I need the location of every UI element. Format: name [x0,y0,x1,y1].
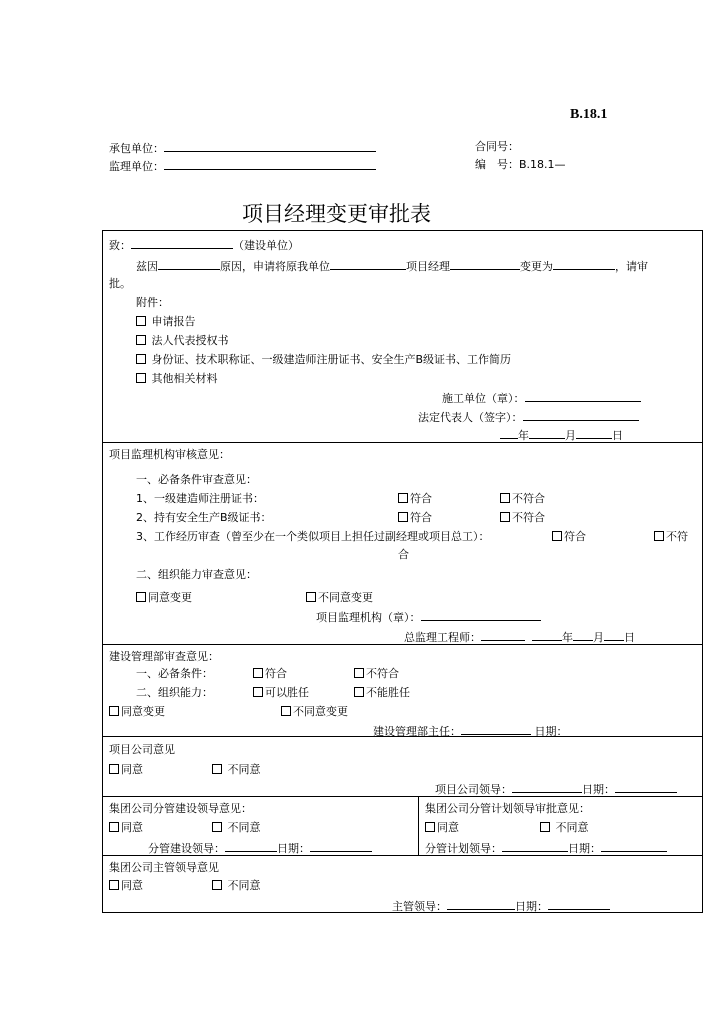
option-label: 同意 [121,821,143,834]
option-label: 符合 [410,492,432,505]
must-conditions-heading: 一、必备条件审查意见： [136,473,257,486]
construction-dept-heading: 建设管理部审查意见： [109,650,219,663]
date-field[interactable] [601,840,667,852]
checkbox-icon[interactable] [136,354,146,364]
reason-text-a: 兹因 [136,260,158,273]
attachment-item[interactable] [136,334,229,348]
option-label: 同意 [437,821,459,834]
option-label: 同意 [121,879,143,892]
cert-item-3-wrap: 合 [398,548,409,561]
option-meets[interactable] [398,492,432,506]
attachments-label: 附件： [136,296,169,309]
group-construction-heading: 集团公司分管建设领导意见： [109,802,252,815]
option-meets[interactable] [552,530,586,544]
original-unit-field[interactable] [330,258,406,270]
to-suffix: （建设单位） [233,239,299,252]
option-label: 可以胜任 [265,686,309,699]
project-leader-row [435,781,677,797]
leader-label: 主管领导： [392,900,447,913]
option-label: 不符合 [512,511,545,524]
addressee-field[interactable] [131,237,233,249]
month-label: 月 [593,631,604,644]
option-agree-change[interactable] [136,591,192,605]
director-row [373,723,568,739]
ability-heading: 二、组织能力审查意见： [136,568,257,581]
table-right-border [702,230,703,912]
contractor-field[interactable] [164,140,376,152]
to-prefix: 致： [109,239,131,252]
option-agree[interactable] [109,879,143,893]
attachment-label: 身份证、技术职称证、一级建造师注册证书、安全生产B级证书、工作简历 [151,353,512,366]
option-disagree[interactable] [212,879,261,893]
reason-continued: 批。 [109,277,131,290]
contract-no-label: 合同号： [475,140,519,153]
reason-row [136,258,648,274]
date-label: 日期： [515,900,548,913]
checkbox-icon[interactable] [540,822,550,832]
option-disagree[interactable] [540,821,589,835]
checkbox-icon[interactable] [109,822,119,832]
option-label: 同意变更 [121,705,165,718]
director-field[interactable] [461,723,531,735]
must-label: 一、必备条件： [136,667,213,680]
org-seal-row [316,609,541,625]
checkbox-icon[interactable] [136,335,146,345]
option-not-meets[interactable] [654,530,688,544]
option-label: 不符合 [512,492,545,505]
supervisor-field[interactable] [164,158,376,170]
cert-item-3: 3、工作经历审查（曾至少在一个类似项目上担任过副经理或项目总工）： [136,530,490,543]
table-top-border [102,230,703,231]
reason-text-c: 项目经理 [406,260,450,273]
reason-field[interactable] [158,258,220,270]
option-agree[interactable] [425,821,459,835]
date-label: 日期： [534,725,568,738]
option-label: 符合 [564,530,586,543]
checkbox-icon[interactable] [136,592,146,602]
attachment-label: 申请报告 [151,315,196,328]
option-label: 同意变更 [148,591,192,604]
date-label: 日期： [568,842,601,855]
day-field[interactable] [604,629,624,641]
month-label: 月 [565,429,576,442]
ability-label: 二、组织能力： [136,686,213,699]
checkbox-icon[interactable] [253,687,263,697]
option-disagree[interactable] [212,763,261,777]
cert-item-2: 2、持有安全生产B级证书： [136,511,272,524]
seal-row [442,390,641,406]
checkbox-icon[interactable] [425,822,435,832]
org-seal-field[interactable] [421,609,541,621]
checkbox-icon[interactable] [136,316,146,326]
option-disagree[interactable] [212,821,261,835]
seal-label: 施工单位（章）： [442,392,525,405]
checkbox-icon[interactable] [398,493,408,503]
checkbox-icon[interactable] [552,531,562,541]
reason-text-e: ，请审 [615,260,648,273]
month-field[interactable] [529,427,565,439]
day-label: 日 [624,631,635,644]
checkbox-icon[interactable] [398,512,408,522]
checkbox-icon[interactable] [354,668,364,678]
contractor-label: 承包单位： [109,142,164,155]
contractor-row [109,140,376,156]
original-manager-field[interactable] [450,258,520,270]
date-field[interactable] [548,898,610,910]
addressee-row [109,237,299,253]
date-label: 日期： [277,842,310,855]
checkbox-icon[interactable] [212,822,222,832]
checkbox-icon[interactable] [500,512,510,522]
leader-field[interactable] [447,898,515,910]
option-disagree-change[interactable] [306,591,373,605]
option-label: 符合 [265,667,287,680]
sec1-date-row [500,427,623,443]
checkbox-icon[interactable] [109,880,119,890]
day-label: 日 [612,429,623,442]
leader-label: 分管计划领导： [425,842,502,855]
option-not-meets[interactable] [354,667,399,681]
checkbox-icon[interactable] [354,687,364,697]
year-label: 年 [562,631,573,644]
reason-text-b: 原因，申请将原我单位 [220,260,330,273]
form-code: B.18.1 [570,107,608,122]
checkbox-icon[interactable] [281,706,291,716]
option-not-meets[interactable] [500,492,545,506]
leader-label: 项目公司领导： [435,783,512,796]
checkbox-icon[interactable] [109,706,119,716]
option-competent[interactable] [253,686,309,700]
page-title: 项目经理变更审批表 [242,202,431,226]
month-field[interactable] [573,629,593,641]
serial-label: 编 号：B.18.1— [475,158,566,171]
director-label: 建设管理部主任： [373,725,461,738]
option-label: 不同意变更 [293,705,348,718]
checkbox-icon[interactable] [109,764,119,774]
supervisor-row [109,158,376,174]
date-field[interactable] [310,840,372,852]
reason-text-d: 变更为 [520,260,553,273]
leader-field[interactable] [502,840,568,852]
leader-field[interactable] [512,781,582,793]
main-leader-row [392,898,610,914]
option-agree[interactable] [109,821,143,835]
option-label: 不符合 [366,667,399,680]
chief-engineer-field[interactable] [481,629,525,641]
checkbox-icon[interactable] [306,592,316,602]
legal-rep-row [418,409,639,425]
cert-item-1: 1、一级建造师注册证书： [136,492,264,505]
planning-leader-row [425,840,667,856]
option-meets[interactable] [398,511,432,525]
table-left-border [102,230,103,912]
option-label: 不同意 [227,879,261,892]
attachment-label: 法人代表授权书 [151,334,229,347]
year-field[interactable] [500,427,518,439]
option-label: 不同意 [555,821,589,834]
option-disagree-change[interactable] [281,705,348,719]
legal-rep-label: 法定代表人（签字）： [418,411,523,424]
option-agree-change[interactable] [109,705,165,719]
leader-field[interactable] [225,840,277,852]
option-not-competent[interactable] [354,686,410,700]
option-label: 不同意变更 [318,591,373,604]
sec5-split-line [418,796,419,855]
option-agree[interactable] [109,763,143,777]
year-label: 年 [518,429,529,442]
leader-label: 分管建设领导： [148,842,225,855]
attachment-item[interactable] [136,353,511,367]
attachment-item[interactable] [136,372,218,386]
option-label: 不同意 [227,821,261,834]
checkbox-icon[interactable] [212,880,222,890]
construction-leader-row [148,840,372,856]
legal-rep-field[interactable] [523,409,639,421]
supervisor-label: 监理单位： [109,160,164,173]
option-label: 不同意 [227,763,261,776]
option-label: 符合 [410,511,432,524]
date-label: 日期： [582,783,615,796]
option-label: 不符 [666,530,688,543]
option-meets[interactable] [253,667,287,681]
checkbox-icon[interactable] [253,668,263,678]
group-planning-heading: 集团公司分管计划领导审批意见： [425,802,590,815]
year-field[interactable] [532,629,562,641]
supervision-heading: 项目监理机构审核意见： [109,448,230,461]
checkbox-icon[interactable] [136,373,146,383]
project-company-heading: 项目公司意见 [109,743,175,756]
new-manager-field[interactable] [553,258,615,270]
option-not-meets[interactable] [500,511,545,525]
option-label: 不能胜任 [366,686,410,699]
day-field[interactable] [576,427,612,439]
chief-engineer-row [404,629,635,645]
org-seal-label: 项目监理机构（章）： [316,611,421,624]
group-main-leader-heading: 集团公司主管领导意见 [109,861,219,874]
attachment-label: 其他相关材料 [151,372,218,385]
option-label: 同意 [121,763,143,776]
checkbox-icon[interactable] [500,493,510,503]
chief-engineer-label: 总监理工程师： [404,631,481,644]
checkbox-icon[interactable] [212,764,222,774]
date-field[interactable] [615,781,677,793]
attachment-item[interactable] [136,315,196,329]
seal-field[interactable] [525,390,641,402]
checkbox-icon[interactable] [654,531,664,541]
